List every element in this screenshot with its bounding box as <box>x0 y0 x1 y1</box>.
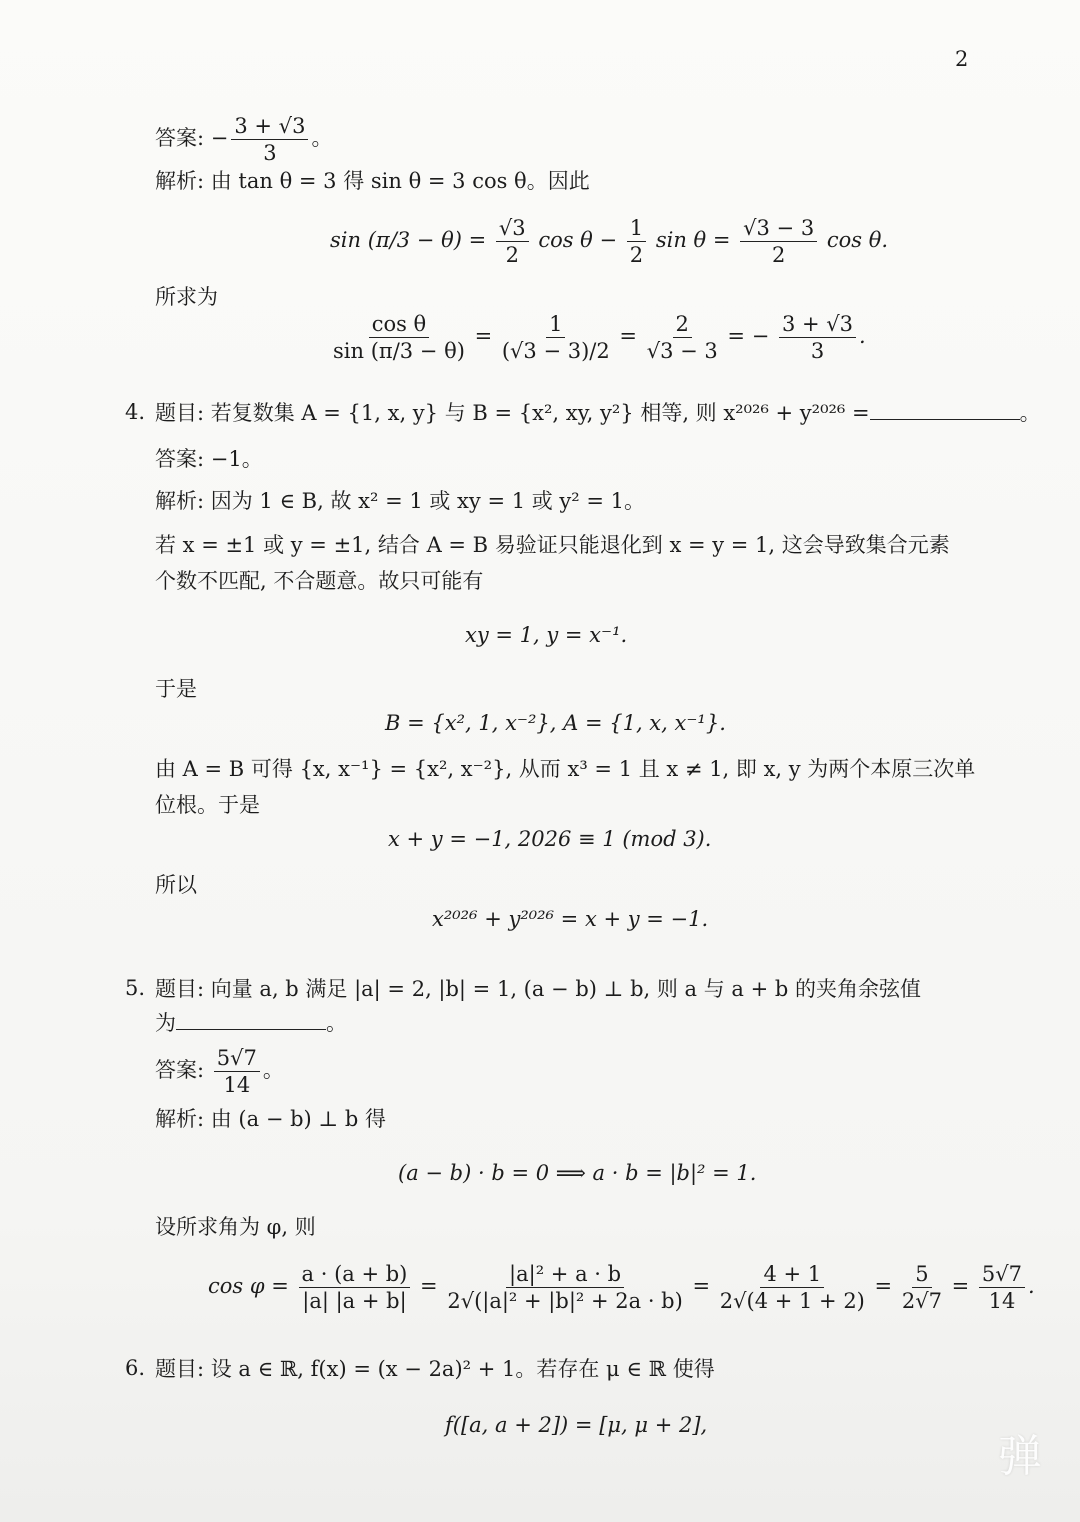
p3-answer: 答案: − $\frac{3 + √3}{3}$ 。 <box>155 114 333 165</box>
p4-line-5: 位根。于是 <box>155 793 260 817</box>
p4-equation-1: xy = 1, y = x⁻¹. <box>465 623 628 647</box>
p3-equation-2: $\frac{\text{cos θ}}{\sin (\pi/3 - \theta)}$ = $\frac{1}{(√3 - 3)/2}$ = $\frac{2}{√3 - 3}$ = − $\frac{3 + √3}{3}$ . <box>333 312 866 363</box>
p6-question: 题目: 设 a ∈ ℝ, f(x) = (x − 2a)² + 1。若存在 μ ∈ ℝ 使得 <box>155 1357 715 1381</box>
p4-equation-3: x + y = −1, 2026 ≡ 1 (mod 3). <box>388 827 712 851</box>
p5-answer-fraction: $\frac{5√7}{14}$ <box>214 1045 260 1098</box>
p3-analysis: 解析: 由 tan θ = 3 得 sin θ = 3 cos θ。因此 <box>155 169 590 193</box>
p3-answer-fraction: $\frac{3 + √3}{3}$ <box>231 113 308 166</box>
p5-equation-2: cos φ = $\frac{a \cdot (a + b)}{|a| |a + b|}$ = $\frac{\text{|a|² + a · b}}{\text{2√(|a|² + |b|² + 2a · b)}}$ = $\frac{4 + 1}{2√(4 + 1 + 2)}$ = $\frac{5}{2√7}$ = $\frac{5√7}{14}$ . <box>208 1262 1035 1313</box>
p5-let: 设所求角为 φ, 则 <box>155 1215 316 1239</box>
p4-equation-4: x²⁰²⁶ + y²⁰²⁶ = x + y = −1. <box>432 907 709 931</box>
p4-then: 于是 <box>155 677 197 701</box>
p3-sought: 所求为 <box>155 285 218 309</box>
p4-analysis: 解析: 因为 1 ∈ B, 故 x² = 1 或 xy = 1 或 y² = 1。 <box>155 489 646 513</box>
p4-answer: 答案: −1。 <box>155 447 263 471</box>
p4-question: 题目: 若复数集 A = {1, x, y} 与 B = {x², xy, y²} 相等, 则 x²⁰²⁶ + y²⁰²⁶ = 。 <box>155 401 1041 425</box>
p5-question: 题目: 向量 a, b 满足 |a| = 2, |b| = 1, (a − b) ⊥ b, 则 a 与 a + b 的夹角余弦值 <box>155 977 921 1001</box>
p4-so: 所以 <box>155 873 197 897</box>
p4-equation-2: B = {x², 1, x⁻²}, A = {1, x, x⁻¹}. <box>385 711 726 735</box>
p4-line-4: 由 A = B 可得 {x, x⁻¹} = {x², x⁻²}, 从而 x³ = 1 且 x ≠ 1, 即 x, y 为两个本原三次单 <box>155 757 976 781</box>
p5-equation-1: (a − b) · b = 0 ⟹ a · b = |b|² = 1. <box>398 1161 757 1185</box>
p5-number: 5. <box>125 976 146 1000</box>
p5-analysis: 解析: 由 (a − b) ⊥ b 得 <box>155 1107 386 1131</box>
p3-equation-1: sin (π/3 − θ) = $\frac{√3}{2}$ cos θ − $\frac{1}{2}$ sin θ = $\frac{√3 - 3}{2}$ cos θ. <box>330 216 889 267</box>
watermark-logo: 弹 <box>998 1431 1042 1482</box>
p4-line-3: 个数不匹配, 不合题意。故只可能有 <box>155 569 484 593</box>
p4-number: 4. <box>125 400 146 424</box>
p6-number: 6. <box>125 1356 146 1380</box>
p5-question-line-2: 为 。 <box>155 1011 347 1035</box>
p4-line-2: 若 x = ±1 或 y = ±1, 结合 A = B 易验证只能退化到 x = y = 1, 这会导致集合元素 <box>155 533 950 557</box>
page-number: 2 <box>955 47 969 71</box>
p5-answer: 答案: $\frac{5√7}{14}$ 。 <box>155 1046 284 1097</box>
p6-equation-1: f([a, a + 2]) = [μ, μ + 2], <box>445 1413 708 1437</box>
